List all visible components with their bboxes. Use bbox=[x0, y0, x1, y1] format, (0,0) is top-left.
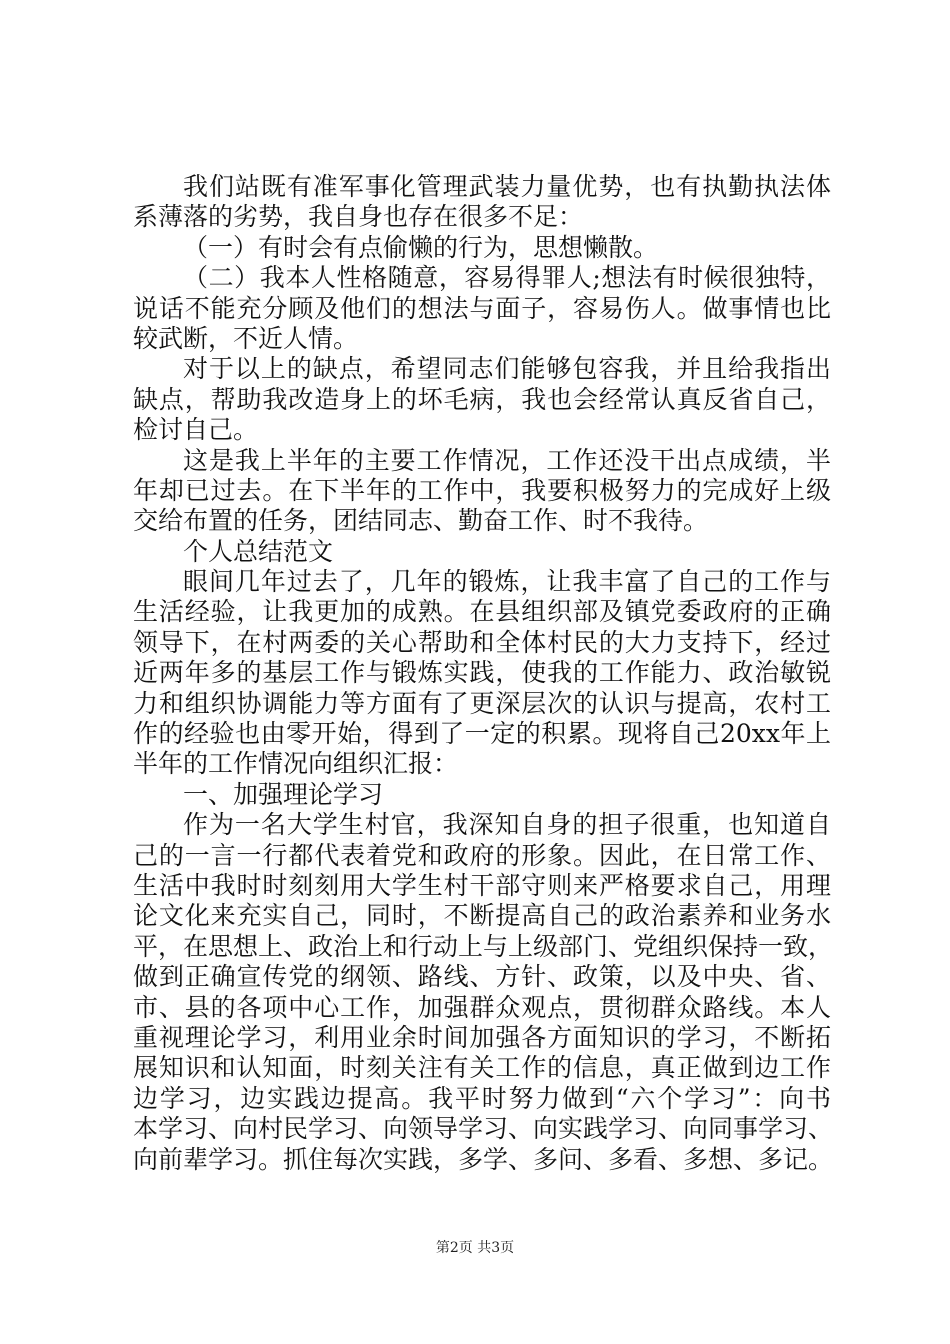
text-line: 作的经验也由零开始，得到了一定的积累。现将自己20xx年上 bbox=[133, 719, 831, 749]
text-line: 缺点，帮助我改造身上的坏毛病，我也会经常认真反省自己， bbox=[133, 384, 831, 414]
text-line: 较武断，不近人情。 bbox=[133, 323, 359, 353]
text-line: 半年的工作情况向组织汇报： bbox=[133, 749, 459, 779]
text-line: 己的一言一行都代表着党和政府的形象。因此，在日常工作、 bbox=[133, 840, 831, 870]
text-line: 近两年多的基层工作与锻炼实践，使我的工作能力、政治敏锐 bbox=[133, 658, 831, 688]
text-line: 论文化来充实自己，同时，不断提高自己的政治素养和业务水 bbox=[133, 901, 831, 931]
page-number-footer: 第2页 共3页 bbox=[435, 1240, 515, 1256]
text-line: （一）有时会有点偷懒的行为，思想懒散。 bbox=[183, 232, 659, 262]
text-line: 我们站既有准军事化管理武装力量优势，也有执勤执法体 bbox=[183, 172, 831, 201]
text-line: 本学习、向村民学习、向领导学习、向实践学习、向同事学习、 bbox=[133, 1114, 834, 1144]
text-line: 生活经验，让我更加的成熟。在县组织部及镇党委政府的正确 bbox=[133, 597, 831, 627]
section-title: 个人总结范文 bbox=[183, 536, 334, 566]
text-line: 生活中我时时刻刻用大学生村干部守则来严格要求自己，用理 bbox=[133, 870, 831, 900]
text-line: 展知识和认知面，时刻关注有关工作的信息，真正做到边工作 bbox=[133, 1053, 831, 1083]
text-line: 检讨自己。 bbox=[133, 415, 259, 445]
text-line: 这是我上半年的主要工作情况，工作还没干出点成绩，半 bbox=[183, 445, 831, 475]
text-line: 向前辈学习。抓住每次实践，多学、多问、多看、多想、多记。 bbox=[133, 1144, 834, 1174]
text-line: 说话不能充分顾及他们的想法与面子，容易伤人。做事情也比 bbox=[133, 293, 831, 323]
text-line: 对于以上的缺点，希望同志们能够包容我，并且给我指出 bbox=[183, 354, 831, 384]
text-line: 年却已过去。在下半年的工作中，我要积极努力的完成好上级 bbox=[133, 475, 831, 505]
text-line: 眼间几年过去了，几年的锻炼，让我丰富了自己的工作与 bbox=[183, 567, 831, 597]
text-line: 边学习，边实践边提高。我平时努力做到“六个学习”：向书 bbox=[133, 1083, 831, 1113]
text-line: 做到正确宣传党的纲领、路线、方针、政策，以及中央、省、 bbox=[133, 962, 831, 992]
text-line: 力和组织协调能力等方面有了更深层次的认识与提高，农村工 bbox=[133, 688, 831, 718]
text-line: 系薄落的劣势，我自身也存在很多不足： bbox=[133, 202, 584, 232]
text-line: 交给布置的任务，团结同志、勤奋工作、时不我待。 bbox=[133, 506, 709, 536]
body-text bbox=[133, 172, 834, 1175]
text-line: 平，在思想上、政治上和行动上与上级部门、党组织保持一致， bbox=[133, 931, 834, 961]
section-heading: 一、加强理论学习 bbox=[183, 779, 384, 809]
text-line: （二）我本人性格随意，容易得罪人;想法有时候很独特， bbox=[183, 263, 831, 293]
text-line: 市、县的各项中心工作，加强群众观点，贯彻群众路线。本人 bbox=[133, 992, 831, 1022]
text-line: 重视理论学习，利用业余时间加强各方面知识的学习，不断拓 bbox=[133, 1022, 831, 1052]
text-line: 领导下，在村两委的关心帮助和全体村民的大力支持下，经过 bbox=[133, 627, 831, 657]
text-line: 作为一名大学生村官，我深知自身的担子很重，也知道自 bbox=[183, 810, 831, 840]
